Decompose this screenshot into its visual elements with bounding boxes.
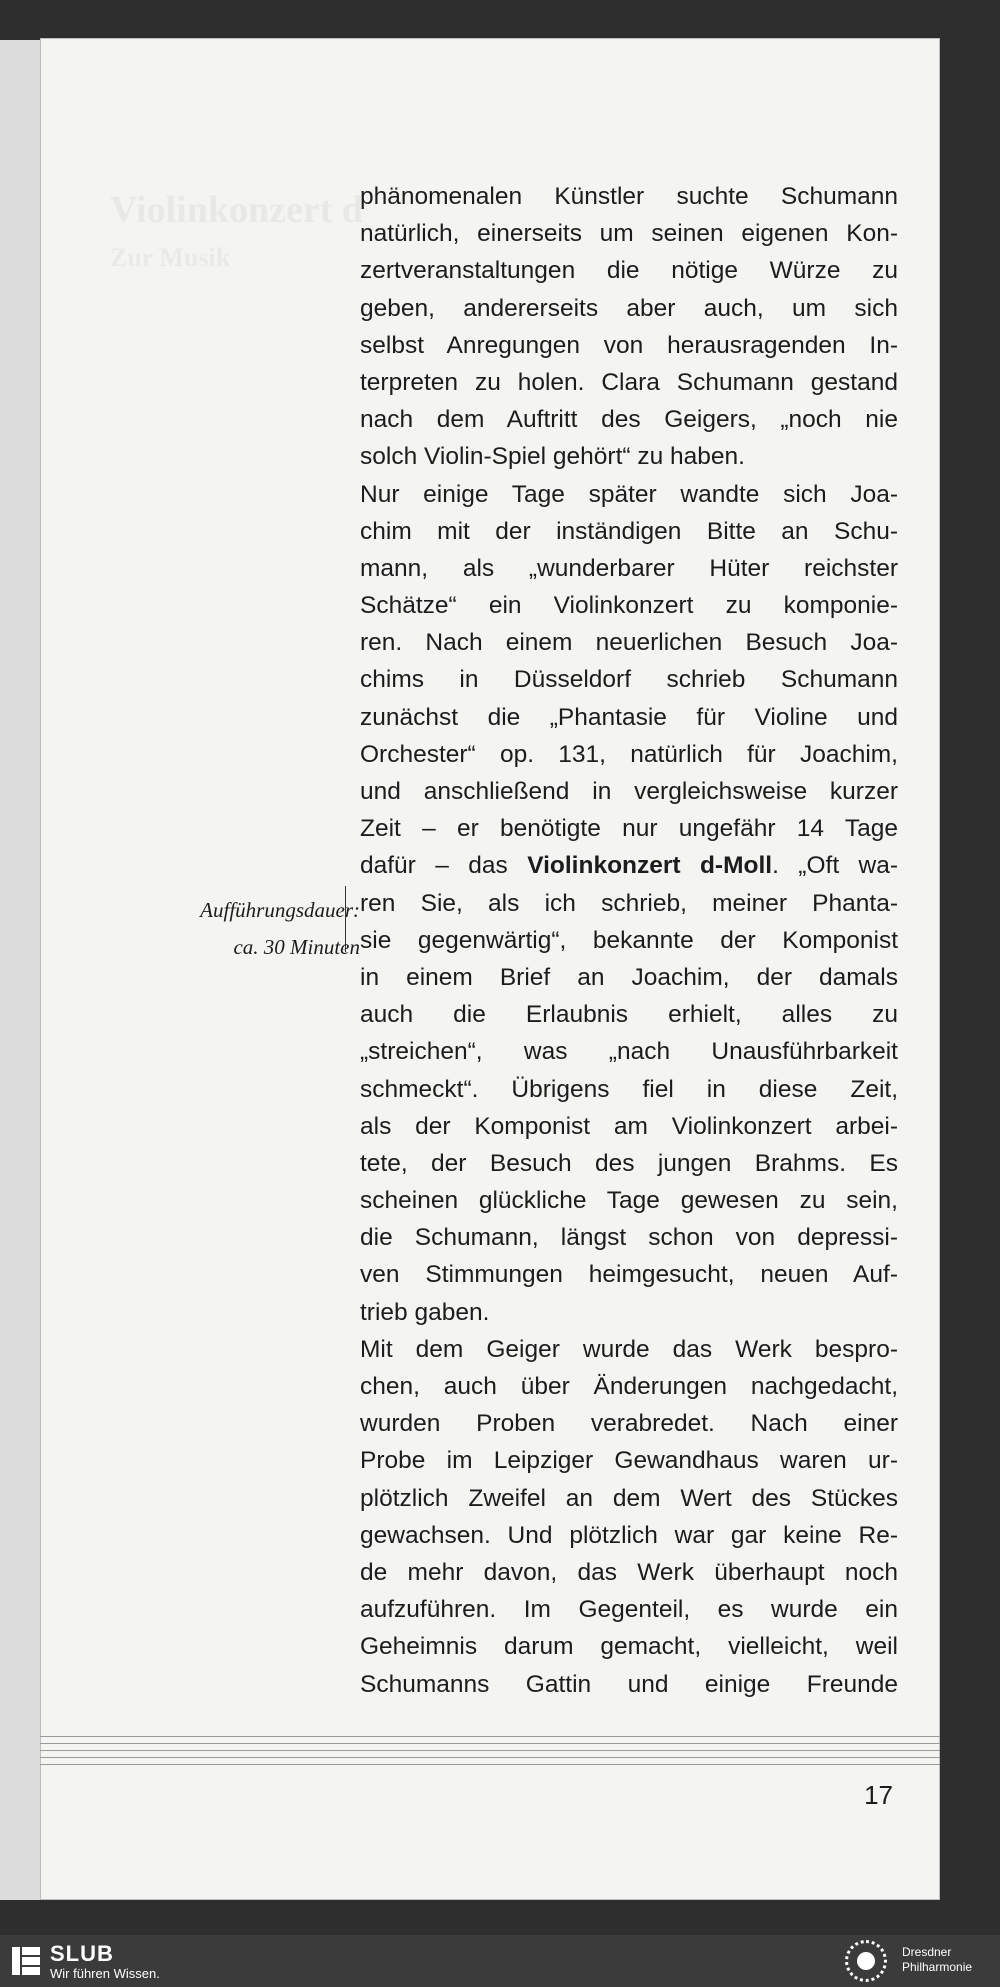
text-line: Probe im Leipziger Gewandhaus waren ur- xyxy=(360,1447,898,1475)
margin-note-value: ca. 30 Minuten xyxy=(233,935,360,959)
text-line: ren Sie, als ich schrieb, meiner Phanta- xyxy=(360,889,898,917)
text-line: trieb gaben. xyxy=(360,1298,490,1326)
text-line: als der Komponist am Violinkonzert arbei- xyxy=(360,1112,898,1140)
body-text xyxy=(360,178,898,1703)
text-line xyxy=(360,847,898,884)
text-line: aufzuführen. Im Gegenteil, es wurde ein xyxy=(360,1596,898,1624)
text-line: solch Violin-Spiel gehört“ zu haben. xyxy=(360,443,745,471)
philharmonie-logo-icon xyxy=(845,1940,887,1982)
text-line: wurden Proben verabredet. Nach einer xyxy=(360,1410,898,1438)
margin-note xyxy=(120,892,360,966)
text-line: und anschließend in vergleichsweise kurzer xyxy=(360,778,898,805)
text-line-part: . „Oft wa- xyxy=(772,852,899,880)
slub-logo-icon xyxy=(12,1947,40,1975)
text-line: mann, als „wunderbarer Hüter reichster xyxy=(360,554,898,582)
partner-name-line2: Philharmonie xyxy=(902,1960,973,1974)
text-line: gewachsen. Und plötzlich war gar keine Re- xyxy=(360,1521,898,1549)
text-line: auch die Erlaubnis erhielt, alles zu xyxy=(360,1001,898,1029)
text-line: „streichen“, was „nach Unausführbarkeit xyxy=(360,1038,898,1066)
text-line: scheinen glückliche Tage gewesen zu sein, xyxy=(360,1187,898,1215)
text-line: phänomenalen Künstler suchte Schumann xyxy=(360,183,898,210)
text-line: Orchester“ op. 131, natürlich für Joachim, xyxy=(360,740,898,768)
text-line: geben, andererseits aber auch, um sich xyxy=(360,294,898,322)
partner-name xyxy=(902,1945,972,1975)
library-tagline: Wir führen Wissen. xyxy=(50,1966,160,1981)
text-line: chims in Düsseldorf schrieb Schumann xyxy=(360,666,898,694)
work-title-bold: Violinkonzert d-Moll xyxy=(527,852,773,880)
text-line: zunächst die „Phantasie für Violine und xyxy=(360,703,898,731)
margin-note-label: Aufführungsdauer: xyxy=(200,898,360,922)
page-number: 17 xyxy=(864,1780,893,1810)
text-line: Mit dem Geiger wurde das Werk bespro- xyxy=(360,1335,898,1363)
text-line: nach dem Auftritt des Geigers, „noch nie xyxy=(360,406,898,434)
text-line: ren. Nach einem neuerlichen Besuch Joa- xyxy=(360,629,898,657)
text-line: terpreten zu holen. Clara Schumann gestand xyxy=(360,368,898,396)
bleed-through-heading: Violinkonzert d xyxy=(110,189,363,231)
text-line: Nur einige Tage später wandte sich Joa- xyxy=(360,480,898,508)
text-line: zertveranstaltungen die nötige Würze zu xyxy=(360,257,898,285)
text-line: ven Stimmungen heimgesucht, neuen Auf- xyxy=(360,1261,898,1289)
text-line: chen, auch über Änderungen nachgedacht, xyxy=(360,1373,898,1400)
text-line: in einem Brief an Joachim, der damals xyxy=(360,963,898,991)
text-line: chim mit der inständigen Bitte an Schu- xyxy=(360,517,898,545)
footer-bar xyxy=(0,1935,1000,1987)
partner-name-line1: Dresdner xyxy=(902,1945,952,1959)
text-line: die Schumann, längst schon von depressi- xyxy=(360,1224,898,1252)
bleed-through-subheading: Zur Musik xyxy=(110,243,231,272)
booklet-page xyxy=(40,38,940,1900)
text-line: Geheimnis darum gemacht, vielleicht, weil xyxy=(360,1633,898,1661)
text-line: Zeit – er benötigte nur ungefähr 14 Tage xyxy=(360,815,898,843)
music-staff-divider xyxy=(40,1736,940,1772)
text-line: sie gegenwärtig“, bekannte der Komponist xyxy=(360,926,898,954)
text-line: Schumanns Gattin und einige Freunde xyxy=(360,1670,898,1698)
text-line: natürlich, einerseits um seinen eigenen Kon- xyxy=(360,220,898,248)
text-line: tete, der Besuch des jungen Brahms. Es xyxy=(360,1149,898,1177)
text-line: de mehr davon, das Werk überhaupt noch xyxy=(360,1558,898,1586)
library-name: SLUB xyxy=(50,1941,114,1966)
text-line-part: dafür – das xyxy=(360,852,528,880)
text-line: selbst Anregungen von herausragenden In- xyxy=(360,331,898,359)
text-line: schmeckt“. Übrigens fiel in diese Zeit, xyxy=(360,1075,898,1103)
text-line: plötzlich Zweifel an dem Wert des Stückes xyxy=(360,1484,898,1512)
text-line: Schätze“ ein Violinkonzert zu komponie- xyxy=(360,592,898,620)
